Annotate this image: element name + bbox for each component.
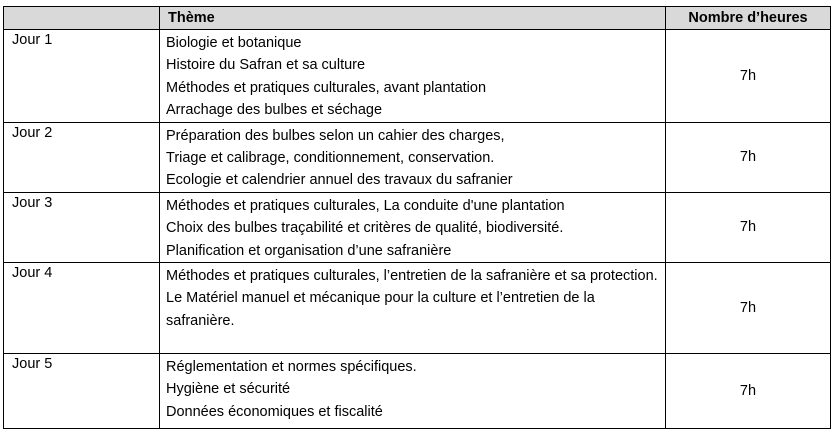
- day-cell: Jour 3: [4, 192, 160, 262]
- table-row: [4, 263, 831, 354]
- hours-cell: 7h: [666, 192, 831, 262]
- theme-line: Choix des bulbes traçabilité et critères de qualité, biodiversité.: [166, 220, 564, 237]
- hours-cell: 7h: [666, 354, 831, 429]
- table-body: [4, 30, 831, 429]
- theme-line: Préparation des bulbes selon un cahier des charges,: [166, 127, 505, 144]
- header-row: [4, 7, 831, 30]
- table-row: [4, 354, 831, 429]
- theme-cell: [160, 122, 666, 192]
- table-row: [4, 122, 831, 192]
- table-row: [4, 192, 831, 262]
- theme-line: Méthodes et pratiques culturales, l’entretien de la safranière et sa protection.: [166, 268, 658, 285]
- hours-cell: 7h: [666, 263, 831, 354]
- theme-line: Données économiques et fiscalité: [166, 403, 383, 420]
- header-hours: Nombre d’heures: [666, 7, 831, 30]
- table-header: [4, 7, 831, 30]
- hours-cell: 7h: [666, 122, 831, 192]
- theme-cell: [160, 263, 666, 354]
- table-row: [4, 30, 831, 123]
- theme-line: Réglementation et normes spécifiques.: [166, 359, 417, 376]
- training-schedule-table: [3, 6, 831, 429]
- theme-cell: [160, 30, 666, 123]
- theme-line: Histoire du Safran et sa culture: [166, 57, 366, 74]
- theme-line: Le Matériel manuel et mécanique pour la culture et l’entretien de la safranière.: [166, 290, 595, 329]
- day-cell: Jour 4: [4, 263, 160, 354]
- theme-line: Biologie et botanique: [166, 35, 302, 51]
- theme-line: Hygiène et sécurité: [166, 381, 291, 398]
- theme-line: Planification et organisation d’une safranière: [166, 242, 452, 259]
- theme-line: Méthodes et pratiques culturales, avant plantation: [166, 79, 487, 96]
- theme-line: Triage et calibrage, conditionnement, conservation.: [166, 150, 495, 167]
- header-day: [4, 7, 160, 30]
- header-theme: Thème: [160, 7, 666, 30]
- hours-cell: 7h: [666, 30, 831, 123]
- day-cell: Jour 5: [4, 354, 160, 429]
- day-cell: Jour 1: [4, 30, 160, 123]
- day-cell: Jour 2: [4, 122, 160, 192]
- theme-cell: [160, 354, 666, 429]
- theme-line: Méthodes et pratiques culturales, La conduite d'une plantation: [166, 197, 565, 214]
- theme-line: Arrachage des bulbes et séchage: [166, 102, 383, 119]
- theme-line: Ecologie et calendrier annuel des travaux du safranier: [166, 172, 513, 189]
- theme-cell: [160, 192, 666, 262]
